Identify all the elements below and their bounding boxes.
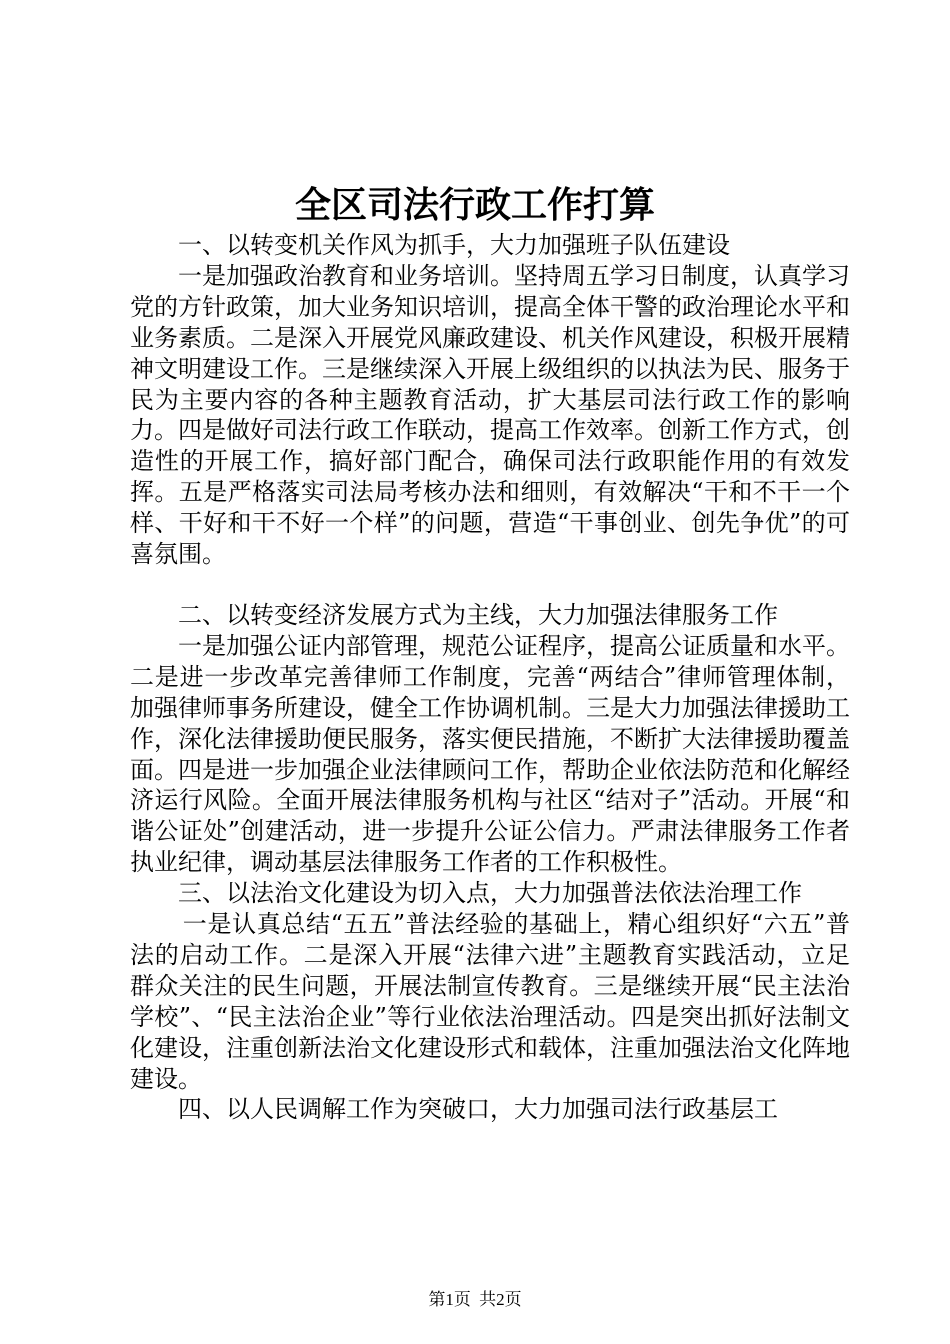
section-3-body: 一是认真总结“五五”普法经验的基础上，精心组织好“六五”普法的启动工作。二是深入开展“法律六进”主题教育实践活动，立足群众关注的民生问题，开展法制宣传教育。三是继续开展“民主法治学校”、“民主法治企业”等行业依法治理活动。四是突出抓好法制文化建设，注重创新法治文化建设形式和载体，注重加强法治文化阵地建设。 bbox=[130, 910, 850, 1093]
section-2-body: 一是加强公证内部管理，规范公证程序，提高公证质量和水平。二是进一步改革完善律师工作制度，完善“两结合”律师管理体制，加强律师事务所建设，健全工作协调机制。三是大力加强法律援助工作，深化法律援助便民服务，落实便民措施，不断扩大法律援助覆盖面。四是进一步加强企业法律顾问工作，帮助企业依法防范和化解经济运行风险。全面开展法律服务机构与社区“结对子”活动。开展“和谐公证处”创建活动，进一步提升公证公信力。严肃法律服务工作者执业纪律，调动基层法律服务工作者的工作积极性。 bbox=[130, 631, 850, 877]
document-title: 全区司法行政工作打算 bbox=[294, 184, 655, 226]
section-4-heading: 四、以人民调解工作为突破口，大力加强司法行政基层工 bbox=[178, 1095, 778, 1124]
paragraph-spacer bbox=[130, 570, 850, 600]
page-number-total: 共2页 bbox=[479, 1290, 522, 1309]
section-1-body: 一是加强政治教育和业务培训。坚持周五学习日制度，认真学习党的方针政策，加大业务知识培训，提高全体干警的政治理论水平和业务素质。二是深入开展党风廉政建设、机关作风建设，积极开展精神文明建设工作。三是继续深入开展上级组织的以执法为民、服务于民为主要内容的各种主题教育活动，扩大基层司法行政工作的影响力。四是做好司法行政工作联动，提高工作效率。创新工作方式，创造性的开展工作，搞好部门配合，确保司法行政职能作用的有效发挥。五是严格落实司法局考核办法和细则，有效解决“干和不干一个样、干好和干不好一个样”的问题，营造“干事创业、创先争优”的可喜氛围。 bbox=[130, 261, 850, 569]
document-body bbox=[130, 230, 850, 1125]
section-1-heading: 一、以转变机关作风为抓手，大力加强班子队伍建设 bbox=[178, 231, 730, 259]
section-2-heading: 二、以转变经济发展方式为主线，大力加强法律服务工作 bbox=[178, 600, 778, 629]
section-3-heading: 三、以法治文化建设为切入点，大力加强普法依法治理工作 bbox=[178, 879, 802, 908]
page-footer bbox=[0, 1288, 950, 1312]
page-number-current: 第1页 bbox=[428, 1290, 471, 1309]
